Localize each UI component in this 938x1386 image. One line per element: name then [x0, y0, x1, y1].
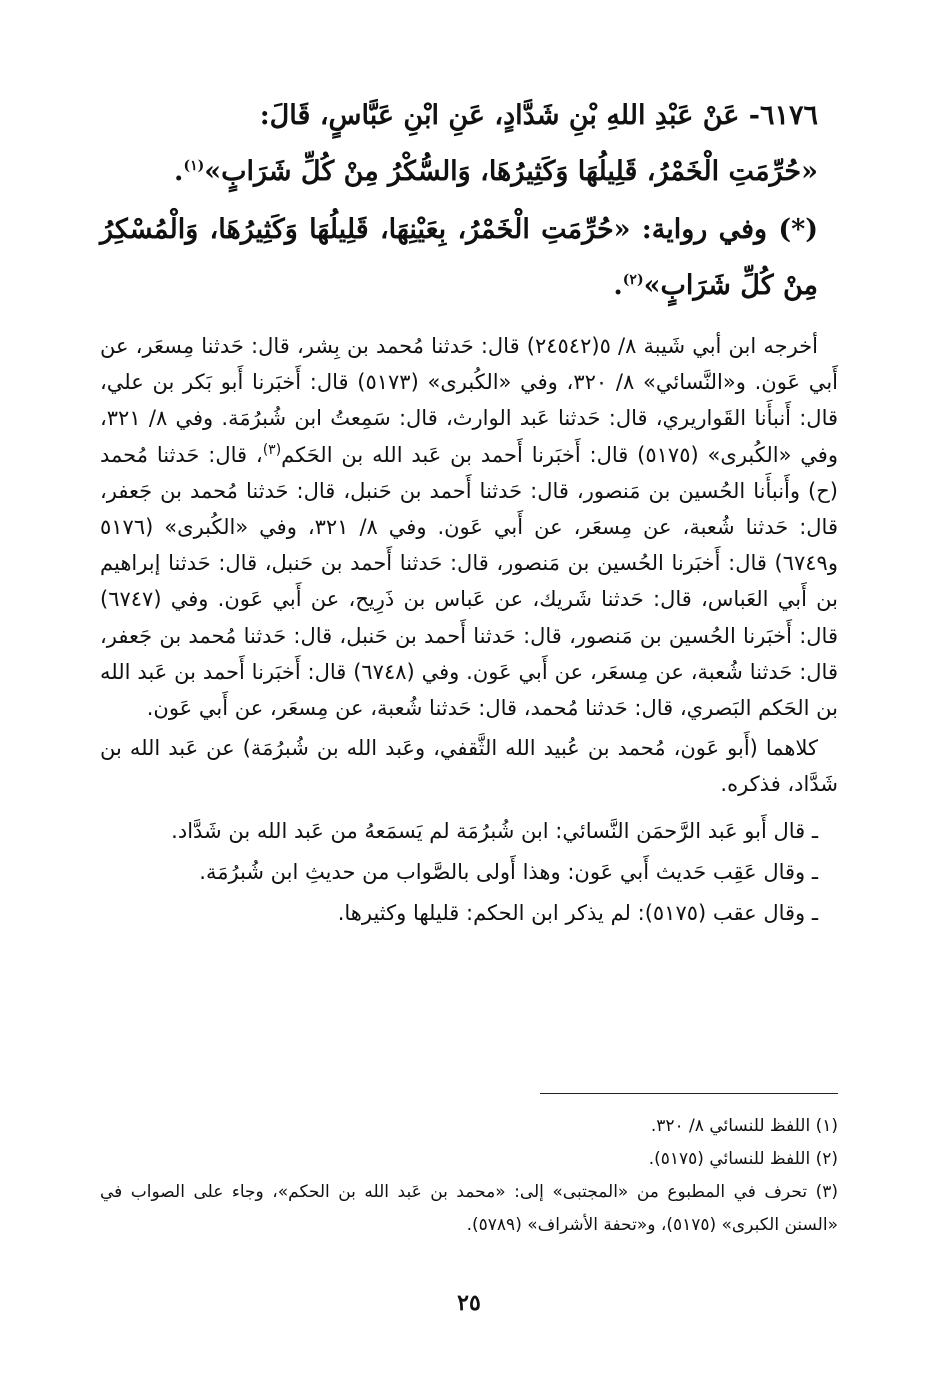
footnote-separator [540, 1093, 838, 1094]
editor-note: ـ وقال عَقِب حَديث أَبي عَون: وهذا أَولى بالصَّواب من حديثِ ابن شُبرُمَة. [199, 859, 818, 884]
both-paragraph: كلاهما (أَبو عَون، مُحمد بن عُبيد الله الثَّقفي، وعَبد الله بن شُبرُمَة) عن عَبد الله بن شَدَّاد، فذكره. [100, 736, 838, 797]
hadith-matn [100, 144, 838, 200]
footnotes [100, 1110, 838, 1242]
takhrij-paragraph [100, 328, 838, 726]
variant-text: (*) وفي رواية: «حُرِّمَتِ الْخَمْرُ، بِعَيْنِهَا، قَلِيلُهَا وَكَثِيرُهَا، وَالْمُسْكِرُ مِنْ كُلِّ شَرَابٍ» [100, 214, 818, 301]
matn-end: . [174, 156, 184, 187]
variant-end: . [613, 270, 623, 301]
hadith-isnad: ٦١٧٦- عَنْ عَبْدِ اللهِ بْنِ شَدَّادٍ، عَنِ ابْنِ عَبَّاسٍ، قَالَ: [259, 100, 818, 131]
footnote-1: (١) اللفظ للنسائي ٨/ ٣٢٠. [650, 1116, 838, 1136]
footnote-2: (٢) اللفظ للنسائي (٥١٧٥). [648, 1149, 838, 1169]
takhrij-part-1: أخرجه ابن أبي شَيبة ٨/ ٥(٢٤٥٤٢) قال: حَدثنا مُحمد بن بِشر، قال: حَدثنا مِسعَر، عن أَبي عَون. و«النَّسائي» ٨/ ٣٢٠، وفي «الكُبرى» (٥١٧٣) قال: أَخبَرنا أَبو بَكر بن علي، قال: أَنبأَنا القَواريري، قال: حَدثنا عَبد الوارث، قال: سَمِعتُ ابن شُبرُمَة. وفي ٨/ ٣٢١، وفي «الكُبرى» (٥١٧٥) قال: أَخبَرنا أَحمد بن عَبد الله بن الحَكم [100, 334, 838, 467]
footnote-ref-2[interactable]: (٢) [622, 272, 644, 288]
footnote-ref-1[interactable]: (١) [183, 158, 205, 174]
takhrij-part-2: ، قال: حَدثنا مُحمد (ح) وأَنبأَنا الحُسين بن مَنصور، قال: حَدثنا أَحمد بن حَنبل، قال: حَدثنا مُحمد بن جَعفر، قال: حَدثنا شُعبة، عن مِسعَر، عن أَبي عَون. وفي ٨/ ٣٢١، وفي «الكُبرى» (٥١٧٦ و٦٧٤٩) قال: أَخبَرنا الحُسين بن مَنصور، قال: حَدثنا أَحمد بن حَنبل، قال: حَدثنا إبراهيم بن أَبي العَباس، قال: حَدثنا شَريك، عن عَباس بن ذَرِيح، عن أَبي عَون. وفي (٦٧٤٧) قال: أَخبَرنا الحُسين بن مَنصور، قال: حَدثنا أَحمد بن حَنبل، قال: حَدثنا مُحمد بن جَعفر، قال: حَدثنا شُعبة، عن مِسعَر، عن أَبي عَون. وفي (٦٧٤٨) قال: أَخبَرنا أَحمد بن عَبد الله بن الحَكم البَصري، قال: حَدثنا مُحمد، قال: حَدثنا شُعبة، عن مِسعَر، عن أَبي عَون. [100, 442, 838, 721]
footnote-3: (٣) تحرف في المطبوع من «المجتبى» إلى: «محمد بن عَبد الله بن الحكم»، وجاء على الصواب في «السنن الكبرى» (٥١٧٥)، و«تحفة الأشراف» (٥٧٨٩). [100, 1182, 838, 1235]
editor-note: ـ وقال عقب (٥١٧٥): لم يذكر ابن الحكم: قليلها وكثيرها. [337, 900, 818, 925]
footnote-ref-3[interactable]: (٣) [262, 441, 282, 458]
editor-notes [100, 811, 838, 934]
editor-note: ـ قال أَبو عَبد الرَّحمَن النَّسائي: ابن شُبرُمَة لم يَسمَعهُ من عَبد الله بن شَدَّاد. [171, 818, 818, 843]
matn-text: «حُرِّمَتِ الْخَمْرُ، قَلِيلُهَا وَكَثِيرُهَا، وَالسُّكْرُ مِنْ كُلِّ شَرَابٍ» [204, 156, 818, 187]
hadith-variant [100, 202, 838, 314]
page-number: ٢٥ [457, 1290, 481, 1316]
